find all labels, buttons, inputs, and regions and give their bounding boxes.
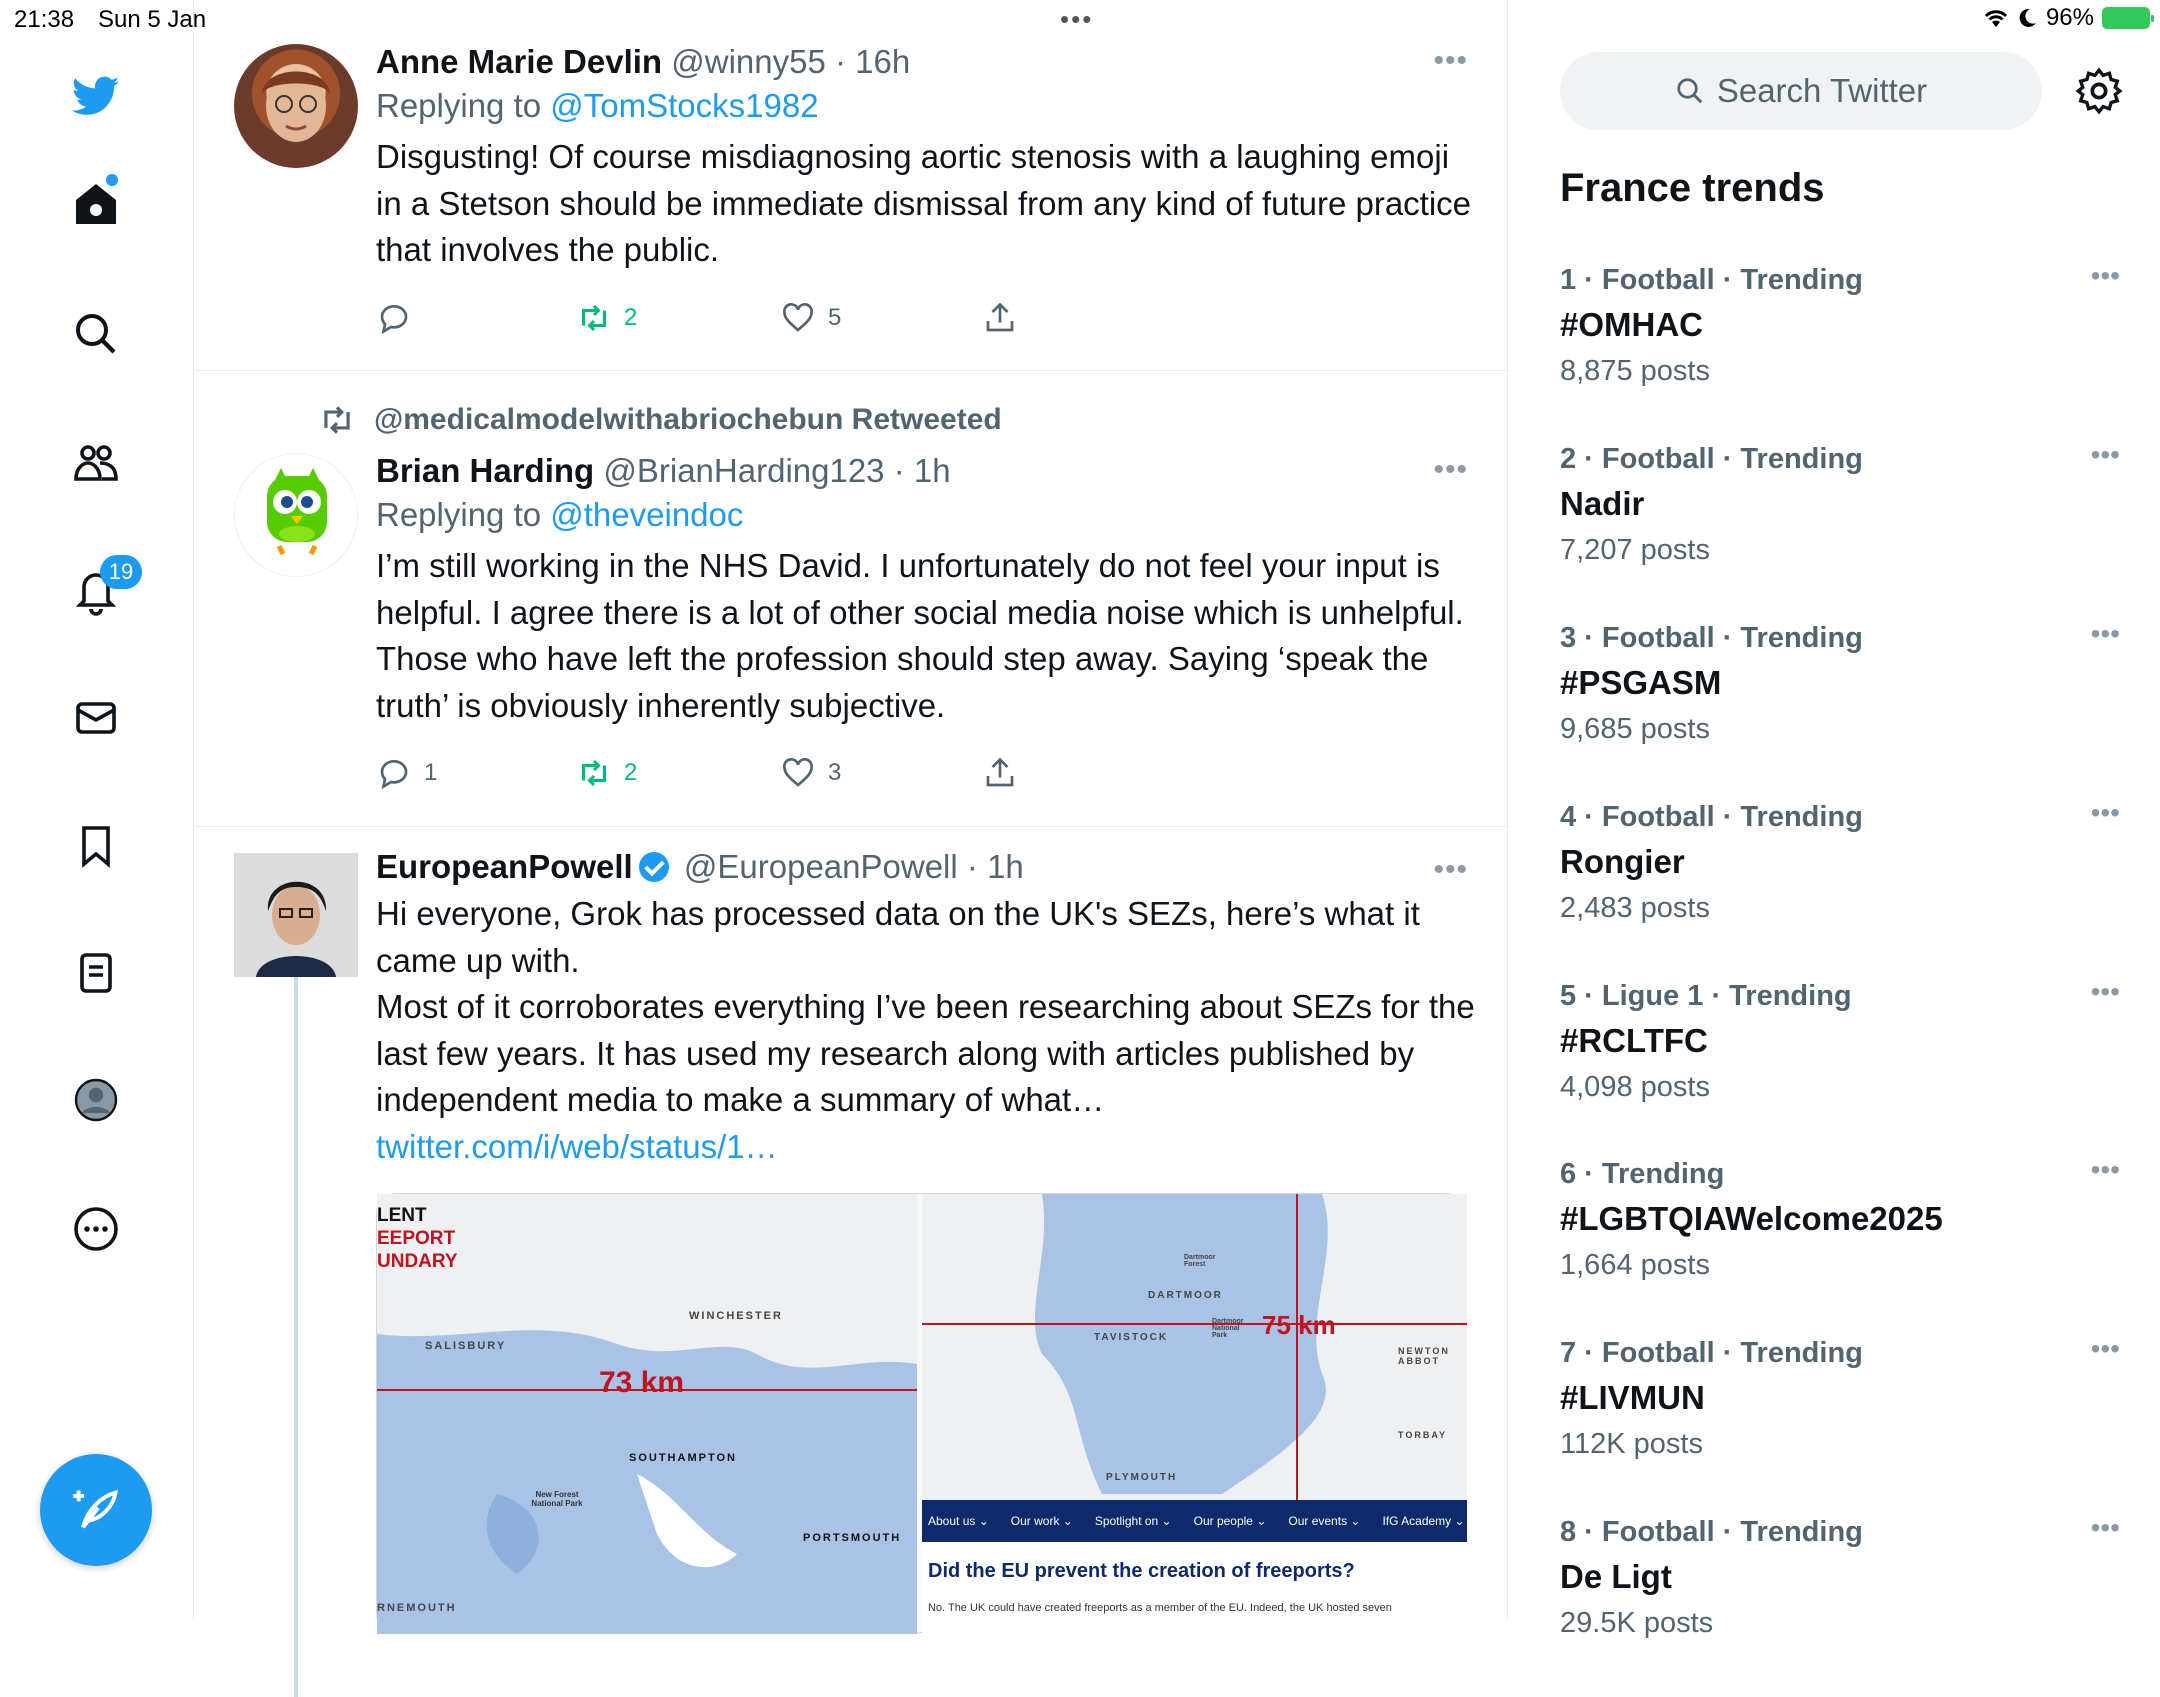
notifications-badge: 19: [100, 555, 142, 589]
ifg-question: Did the EU prevent the creation of freeports?: [928, 1560, 1355, 1582]
status-time: 21:38: [14, 6, 75, 33]
map-place-label: NEWTON ABBOT: [1398, 1346, 1450, 1366]
trend-more-icon[interactable]: •••: [2090, 1512, 2120, 1543]
trend-posts: 7,207 posts: [1560, 534, 1710, 566]
search-icon[interactable]: [70, 308, 122, 360]
map-place-label: DARTMOOR: [1148, 1290, 1223, 1301]
share-icon: [982, 300, 1018, 336]
tweet-link[interactable]: twitter.com/i/web/status/1…: [376, 1127, 778, 1165]
author-handle[interactable]: @winny55: [671, 43, 826, 80]
right-sidebar: [1508, 0, 2160, 1639]
map-place-label: TORBAY: [1398, 1430, 1448, 1440]
trend-item[interactable]: [1560, 797, 2120, 929]
trend-meta: 2 · Football · Trending: [1560, 443, 1863, 475]
tweet-time[interactable]: · 1h: [966, 848, 1024, 885]
author-handle[interactable]: @BrianHarding123: [603, 452, 885, 489]
map-place-label: New Forest National Park: [531, 1490, 583, 1508]
trend-posts: 29.5K posts: [1560, 1607, 1714, 1639]
ifg-paragraph: No. The UK could have created freeports as a member of the EU. Indeed, the UK hosted seven: [928, 1602, 1392, 1614]
trend-more-icon[interactable]: •••: [2090, 797, 2120, 828]
tweet[interactable]: [194, 0, 1508, 370]
trend-item[interactable]: [1560, 439, 2120, 571]
author-name[interactable]: Brian Harding: [376, 452, 595, 489]
map-place-label: Dartmoor National Park: [1212, 1318, 1244, 1339]
map-place-label: TAVISTOCK: [1094, 1332, 1169, 1343]
tweet-text-paragraph: Most of it corroborates everything I’ve been researching about SEZs for the last few years. It has used my research along with articles published by independent media to make a summary of what…: [376, 988, 1475, 1118]
trend-item[interactable]: [1560, 976, 2120, 1108]
trend-posts: 1,664 posts: [1560, 1249, 1710, 1281]
replying-to-link[interactable]: @TomStocks1982: [550, 87, 819, 124]
trends-title: France trends: [1560, 166, 1825, 210]
tweet-time[interactable]: · 16h: [835, 43, 911, 80]
ifg-nav-item: Our events ⌄: [1288, 1514, 1361, 1528]
retweet-icon: [576, 300, 612, 336]
retweet-button[interactable]: [576, 755, 637, 791]
map-title-line1: LENT: [377, 1205, 427, 1226]
trend-item[interactable]: [1560, 260, 2120, 392]
map-place-label: RNEMOUTH: [377, 1602, 457, 1614]
tweet-text: Disgusting! Of course misdiagnosing aortic stenosis with a laughing emoji in a Stetson should be immediate dismissal from any kind of future practice that involves the public.: [376, 138, 1472, 268]
ifg-nav-item: Our people ⌄: [1193, 1514, 1267, 1528]
map-title-line3: UNDARY: [377, 1251, 458, 1272]
thread-line: [294, 977, 298, 1697]
tweet[interactable]: [194, 827, 1508, 1627]
avatar[interactable]: [234, 44, 358, 168]
like-button[interactable]: [780, 755, 841, 791]
lists-icon[interactable]: [70, 947, 122, 999]
trend-more-icon[interactable]: •••: [2090, 260, 2120, 291]
map-left-graphic: [377, 1194, 917, 1634]
ifg-nav-item: Our work ⌄: [1010, 1514, 1073, 1528]
trend-more-icon[interactable]: •••: [2090, 618, 2120, 649]
map-title-line2: EEPORT: [377, 1228, 456, 1249]
tweet-header: [376, 449, 1476, 493]
timeline[interactable]: [194, 0, 1508, 1620]
compose-button[interactable]: [40, 1454, 152, 1566]
tweet-text-line2: [376, 984, 1476, 1170]
solent-freeport-map[interactable]: [377, 1194, 917, 1634]
trend-name: #PSGASM: [1560, 664, 1722, 701]
retweet-count: 2: [624, 304, 638, 331]
trend-more-icon[interactable]: •••: [2090, 439, 2120, 470]
replying-prefix: Replying to: [376, 496, 551, 533]
retweet-icon: [318, 401, 356, 439]
tweet-content: [376, 40, 1476, 274]
trend-meta: 7 · Football · Trending: [1560, 1337, 1863, 1369]
twitter-bird-icon[interactable]: [70, 70, 122, 122]
tweet-content: [376, 845, 1476, 1170]
home-unread-dot: [106, 174, 118, 186]
map-place-label: WINCHESTER: [689, 1310, 783, 1322]
trend-meta: 6 · Trending: [1560, 1158, 1725, 1190]
retweeted-by: [318, 401, 1002, 439]
communities-icon[interactable]: [70, 437, 122, 489]
share-icon: [982, 755, 1018, 791]
tweet-media[interactable]: [376, 1193, 1466, 1633]
avatar[interactable]: [234, 453, 358, 577]
ifg-nav-bar: [922, 1500, 1467, 1542]
tweet-text-line1: Hi everyone, Grok has processed data on the UK's SEZs, here’s what it came up with.: [376, 895, 1420, 979]
tweet-content: [376, 449, 1476, 729]
plymouth-freeport-map[interactable]: [922, 1194, 1467, 1634]
map-place-label: SOUTHAMPTON: [629, 1452, 737, 1464]
trend-more-icon[interactable]: •••: [2090, 1154, 2120, 1185]
trend-posts: 9,685 posts: [1560, 713, 1710, 745]
trend-item[interactable]: [1560, 1512, 2120, 1644]
tweet-more-icon[interactable]: •••: [1433, 853, 1468, 886]
profile-icon[interactable]: [70, 1074, 122, 1126]
replying-to: [376, 84, 1476, 128]
trend-more-icon[interactable]: •••: [2090, 1333, 2120, 1364]
like-icon: [780, 300, 816, 336]
trend-name: De Ligt: [1560, 1558, 1672, 1595]
tweet-text: [376, 891, 1476, 1170]
left-nav: [0, 0, 194, 1620]
tweet-actions: [376, 300, 1076, 340]
share-button[interactable]: [982, 755, 1018, 791]
map-right-distance: 75 km: [1262, 1310, 1336, 1340]
trend-meta: 1 · Football · Trending: [1560, 264, 1863, 296]
trend-meta: 5 · Ligue 1 · Trending: [1560, 980, 1852, 1012]
more-circle-icon[interactable]: [70, 1203, 122, 1255]
trend-name: #RCLTFC: [1560, 1022, 1708, 1059]
map-place-label: Dartmoor Forest: [1184, 1254, 1216, 1268]
reply-count: 1: [424, 759, 438, 786]
map-right-graphic: [922, 1194, 1467, 1500]
author-name[interactable]: Anne Marie Devlin: [376, 43, 663, 80]
gear-icon[interactable]: [2074, 66, 2124, 116]
author-name[interactable]: EuropeanPowell: [376, 848, 633, 885]
tweet-text: I’m still working in the NHS David. I unfortunately do not feel your input is helpful. I agree there is a lot of other social media noise which is unhelpful. Those who have left the profession should step away. Saying ‘speak the truth’ is obviously inherently subjective.: [376, 547, 1464, 724]
retweet-button[interactable]: [576, 300, 637, 336]
replying-prefix: Replying to: [376, 87, 551, 124]
trend-meta: 3 · Football · Trending: [1560, 622, 1863, 654]
tweet-header: [376, 845, 1476, 889]
trend-posts: 4,098 posts: [1560, 1071, 1710, 1103]
retweet-icon: [576, 755, 612, 791]
reply-icon: [376, 755, 412, 791]
trend-item[interactable]: [1560, 1333, 2120, 1465]
multitasking-dots[interactable]: •••: [1060, 4, 1094, 34]
like-count: 5: [828, 304, 842, 331]
like-button[interactable]: [780, 300, 841, 336]
reply-icon: [376, 300, 412, 336]
home-icon[interactable]: [70, 178, 122, 230]
ifg-nav-item: About us ⌄: [928, 1514, 989, 1528]
trend-name: Rongier: [1560, 843, 1685, 880]
trend-meta: 8 · Football · Trending: [1560, 1516, 1863, 1548]
status-date: Sun 5 Jan: [98, 6, 207, 33]
map-place-label: PLYMOUTH: [1106, 1472, 1178, 1483]
search-icon: [1675, 76, 1705, 106]
trend-posts: 8,875 posts: [1560, 355, 1710, 387]
map-place-label: SALISBURY: [425, 1340, 507, 1352]
tweet-more-icon[interactable]: •••: [1433, 44, 1468, 77]
replying-to: [376, 493, 1476, 537]
trend-name: #LIVMUN: [1560, 1379, 1705, 1416]
bookmark-icon[interactable]: [70, 820, 122, 872]
trend-meta: 4 · Football · Trending: [1560, 801, 1863, 833]
like-count: 3: [828, 759, 842, 786]
avatar[interactable]: [234, 853, 358, 977]
retweet-count: 2: [624, 759, 638, 786]
battery-percent: 96%: [2045, 4, 2094, 31]
search-placeholder: Search Twitter: [1716, 72, 1928, 109]
compose-icon: [70, 1484, 122, 1536]
trend-name: #LGBTQIAWelcome2025: [1560, 1200, 1943, 1237]
verified-icon: [639, 852, 669, 882]
retweeted-by-label[interactable]: @medicalmodelwithabriochebun Retweeted: [374, 403, 1002, 436]
ifg-nav-item: IfG Academy ⌄: [1382, 1514, 1465, 1528]
tweet-actions: [376, 755, 1076, 795]
trend-more-icon[interactable]: •••: [2090, 976, 2120, 1007]
author-handle[interactable]: @EuropeanPowell: [683, 848, 958, 885]
reply-button[interactable]: [376, 300, 424, 336]
trend-name: #OMHAC: [1560, 306, 1704, 343]
reply-button[interactable]: [376, 755, 437, 791]
tweet-more-icon[interactable]: •••: [1433, 453, 1468, 486]
trend-posts: 112K posts: [1560, 1428, 1703, 1460]
map-left-distance: 73 km: [599, 1366, 685, 1399]
tweet-time[interactable]: · 1h: [893, 452, 951, 489]
like-icon: [780, 755, 816, 791]
trend-item[interactable]: [1560, 618, 2120, 750]
tweet-header: [376, 40, 1476, 84]
trend-posts: 2,483 posts: [1560, 892, 1710, 924]
tweet[interactable]: [194, 371, 1508, 826]
share-button[interactable]: [982, 300, 1018, 336]
ifg-nav-item: Spotlight on ⌄: [1094, 1514, 1172, 1528]
replying-to-link[interactable]: @theveindoc: [550, 496, 744, 533]
search-input[interactable]: [1560, 52, 2042, 130]
map-place-label: PORTSMOUTH: [803, 1532, 902, 1544]
map-left-title: [377, 1204, 458, 1273]
trend-name: Nadir: [1560, 485, 1645, 522]
mail-icon[interactable]: [70, 692, 122, 744]
trend-item[interactable]: [1560, 1154, 2120, 1286]
